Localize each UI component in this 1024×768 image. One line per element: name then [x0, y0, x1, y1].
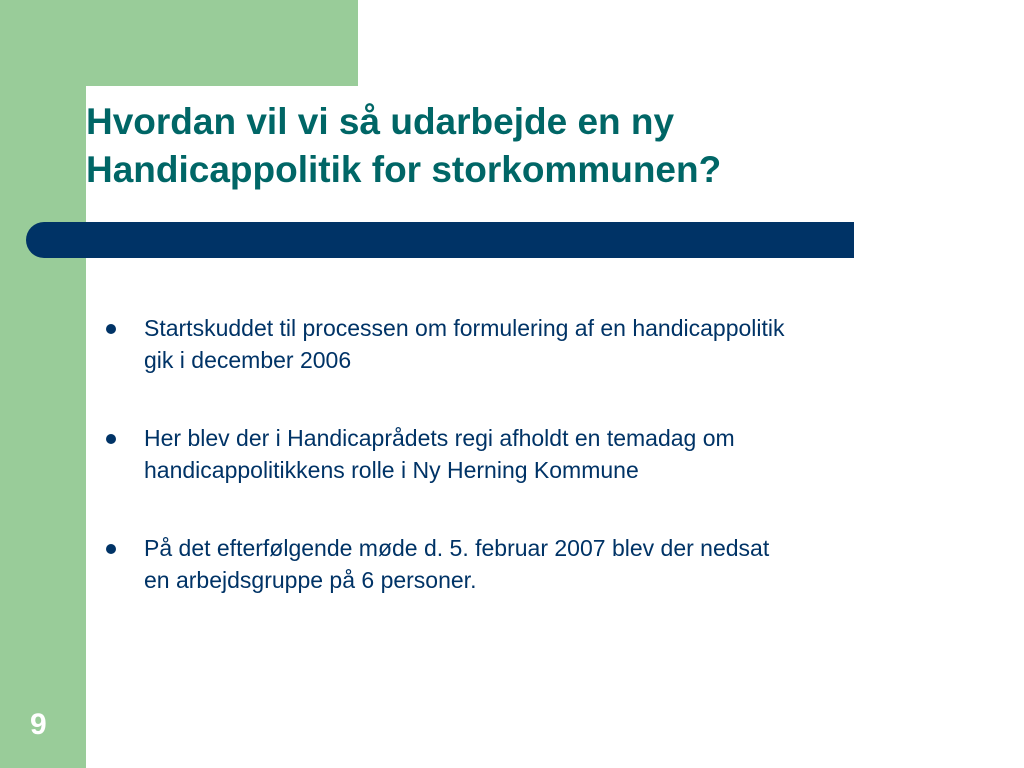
- bullet-text: [144, 312, 964, 376]
- bullet-line: Her blev der i Handicaprådets regi afholdt en temadag om: [144, 425, 735, 451]
- bullet-text: [144, 422, 964, 486]
- bullet-item: [104, 422, 964, 486]
- slide-title: [86, 98, 986, 194]
- bullet-text: [144, 532, 964, 596]
- bullet-line: en arbejdsgruppe på 6 personer.: [144, 567, 477, 593]
- slide-title-line-1: Hvordan vil vi så udarbejde en ny: [86, 101, 675, 142]
- bullet-dot-icon: [106, 544, 116, 554]
- title-divider-bar: [26, 222, 854, 258]
- bullet-line: På det efterfølgende møde d. 5. februar 2007 blev der nedsat: [144, 535, 770, 561]
- bullet-dot-icon: [106, 324, 116, 334]
- bullet-line: handicappolitikkens rolle i Ny Herning Kommune: [144, 457, 639, 483]
- slide-title-line-2: Handicappolitik for storkommunen?: [86, 149, 722, 190]
- bullet-line: Startskuddet til processen om formulering af en handicappolitik: [144, 315, 785, 341]
- green-side-band: [0, 0, 86, 768]
- bullet-item: [104, 312, 964, 376]
- bullet-dot-icon: [106, 434, 116, 444]
- page-number: 9: [30, 708, 47, 741]
- bullet-item: [104, 532, 964, 596]
- bullet-line: gik i december 2006: [144, 347, 352, 373]
- green-top-block: [0, 0, 358, 86]
- white-top-area: [358, 0, 1024, 86]
- bullet-list: [104, 312, 964, 642]
